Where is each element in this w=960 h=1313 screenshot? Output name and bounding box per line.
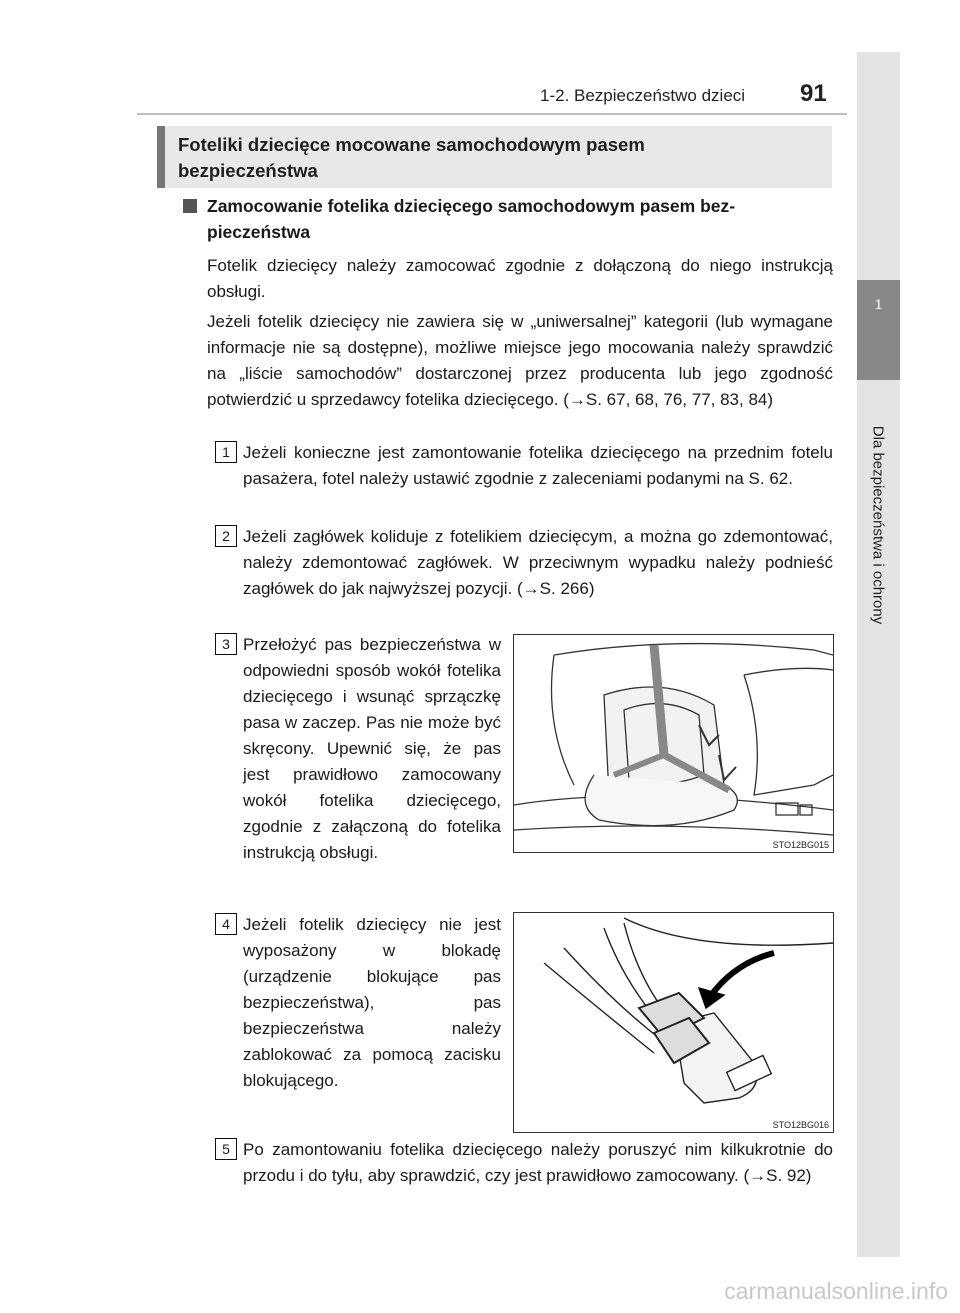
locking-clip-illustration-icon (514, 913, 833, 1132)
section-title: Foteliki dziecięce mocowane samochodowym pasem bezpieczeństwa (178, 134, 645, 181)
step-number-badge: 1 (215, 441, 237, 463)
step-text: Jeżeli fotelik dziecięcy nie jest wyposażony w blokadę (urządzenie blokujące pas bezpieczeństwa), pas bezpieczeństwa należy zablokować za pomocą zacisku blokującego. (243, 915, 501, 1090)
step-text: Przełożyć pas bezpieczeństwa w odpowiedni sposób wokół fotelika dziecięcego i wsunąć sprzączkę pasa w zaczep. Pas nie może być skręcony. Upewnić się, że pas jest prawidłowo zamocowany wokół fotelika dziecięcego, zgodnie z załączoną do fotelika instrukcją obsługi. (243, 635, 501, 862)
child-seat-illustration-icon (514, 635, 833, 852)
subsection-title (207, 193, 833, 245)
figure-code: STO12BG016 (772, 1120, 829, 1130)
chapter-number: 1 (874, 296, 883, 312)
step-number-badge: 2 (215, 525, 237, 547)
page-number: 91 (800, 80, 827, 107)
step-number-badge: 4 (215, 913, 237, 935)
chapter-side-tab (857, 52, 900, 1257)
section-heading-bar (157, 126, 165, 188)
chapter-tab-marker (857, 280, 900, 380)
paragraph: Jeżeli fotelik dziecięcy nie zawiera się w „uniwersalnej” kategorii (lub wymagane informacje nie są dostępne), możliwe miejsce jego mocowania należy sprawdzić na „liście samochodów” dostarczonej przez producenta lub jego zgodność potwierdzić u sprzedawcy fotelika dziecięcego. (→S. 67, 68, 76, 77, 83, 84) (207, 312, 833, 409)
subsection-title-line2: pieczeństwa (207, 222, 311, 242)
figure-code: STO12BG015 (772, 840, 829, 850)
square-bullet-icon (183, 199, 197, 213)
step-text: Po zamontowaniu fotelika dziecięcego należy poruszyć nim kilkukrotnie do przodu i do tyłu, aby sprawdzić, czy jest prawidłowo zamocowany. (→S. 92) (243, 1140, 833, 1185)
chapter-label: Dla bezpieczeństwa i ochrony (869, 425, 887, 625)
subsection-title-line1: Zamocowanie fotelika dziecięcego samochodowym pasem bez- (207, 196, 736, 216)
figure-locking-clip (513, 912, 834, 1133)
watermark: carmanualsonline.info (724, 1278, 948, 1304)
running-header: 1-2. Bezpieczeństwo dzieci (540, 86, 746, 105)
step-number-badge: 3 (215, 633, 237, 655)
header-divider (137, 113, 847, 115)
step-number-badge: 5 (215, 1138, 237, 1160)
step-text: Jeżeli zagłówek koliduje z fotelikiem dziecięcym, a można go zdemontować, należy zdemontować zagłówek. W przeciwnym wypadku należy podnieść zagłówek do jak najwyższej pozycji. (→S. 266) (243, 527, 833, 598)
paragraph: Fotelik dziecięcy należy zamocować zgodnie z dołączoną do niego instrukcją obsługi. (207, 256, 833, 301)
step-text: Jeżeli konieczne jest zamontowanie fotelika dziecięcego na przednim fotelu pasażera, fotel należy ustawić zgodnie z zaleceniami podanymi na S. 62. (243, 443, 833, 488)
figure-child-seat (513, 634, 834, 853)
